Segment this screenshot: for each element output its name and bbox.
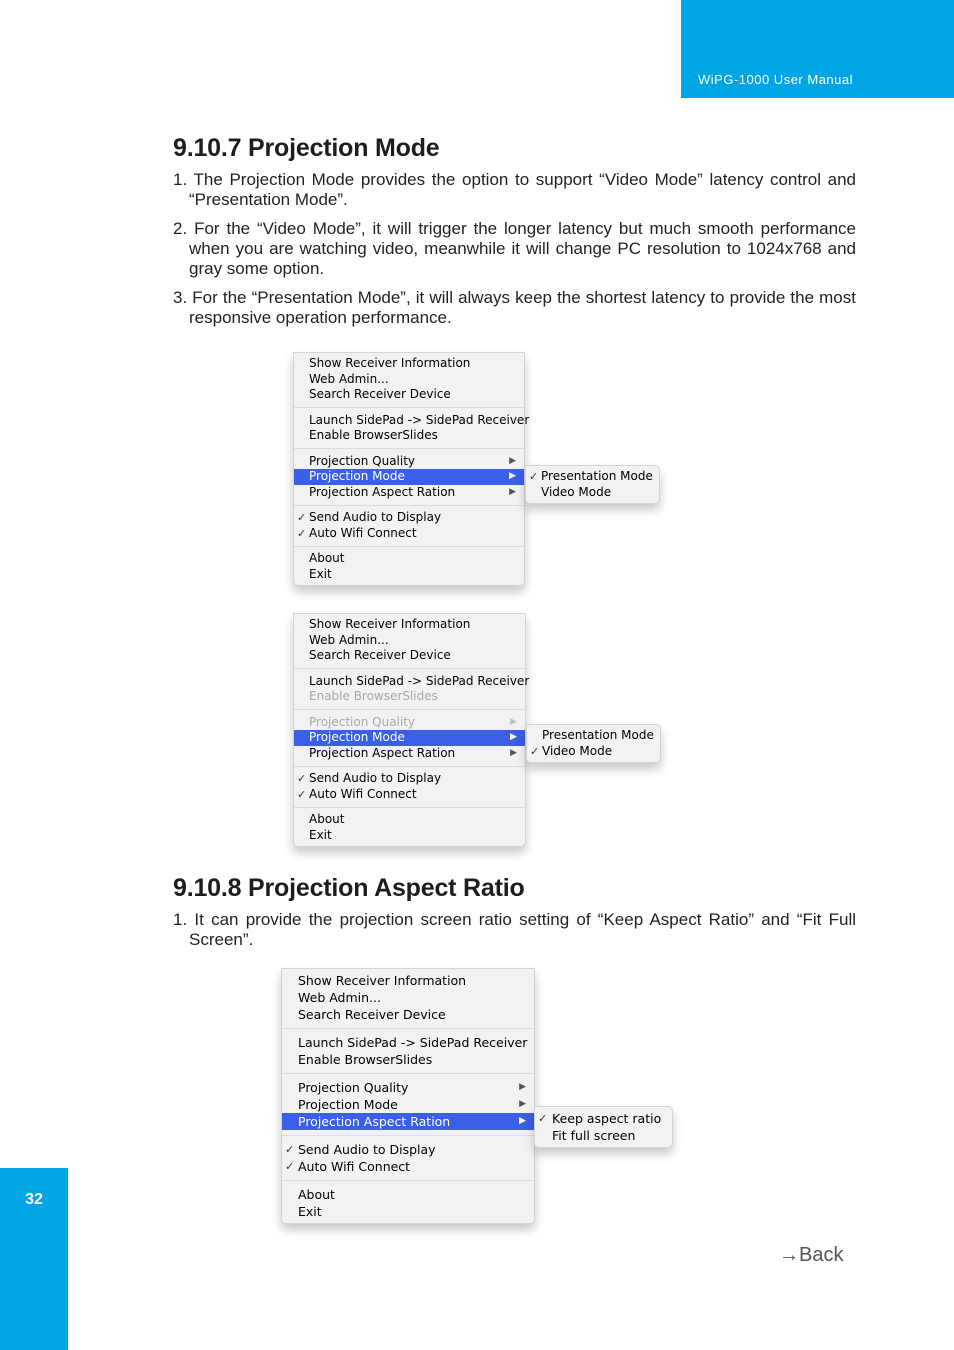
- submenu-projection-mode: [526, 724, 661, 763]
- submenu-arrow-icon: ▶: [510, 747, 517, 758]
- checkmark-icon: ✓: [297, 787, 307, 801]
- menu-item-launch-sidepad[interactable]: [294, 673, 530, 690]
- menu-item-label: Projection Mode: [309, 730, 405, 744]
- menu-item-label: About: [309, 812, 345, 826]
- submenu-arrow-icon: ▶: [519, 1099, 526, 1109]
- menu-item-web-admin[interactable]: [294, 372, 524, 388]
- menu-item-send-audio[interactable]: [294, 510, 524, 526]
- submenu-item-video-mode[interactable]: [527, 744, 660, 760]
- menu-separator: [294, 407, 524, 408]
- context-menu: [293, 613, 530, 847]
- menu-item-label: Presentation Mode: [541, 469, 653, 483]
- paragraph-3: 3. For the “Presentation Mode”, it will always keep the shortest latency to provide the most responsive operation performance.: [173, 288, 856, 327]
- menu-item-projection-aspect[interactable]: [294, 746, 525, 762]
- menu-item-label: Web Admin...: [309, 371, 389, 386]
- menu-item-exit[interactable]: [294, 828, 525, 844]
- submenu-item-fit-full-screen[interactable]: [535, 1127, 672, 1144]
- menu-item-show-receiver-info[interactable]: [294, 617, 525, 633]
- menu-item-label: Projection Aspect Ration: [309, 484, 456, 499]
- menu-item-label: Keep aspect ratio: [552, 1111, 662, 1126]
- menu-item-about[interactable]: [294, 551, 524, 567]
- menu-item-label: Projection Aspect Ration: [309, 745, 456, 760]
- submenu-item-presentation-mode[interactable]: [527, 728, 660, 744]
- menu-item-label: Send Audio to Display: [309, 771, 442, 785]
- menu-item-label: Send Audio to Display: [309, 510, 442, 524]
- menu-item-label: Projection Aspect Ration: [298, 1114, 451, 1129]
- menu-item-label: Show Receiver Information: [309, 356, 471, 370]
- menu-separator: [294, 668, 525, 669]
- paragraph-2: 2. For the “Video Mode”, it will trigger the longer latency but much smooth performance when you are watching video, meanwhile it will change PC resolution to 1024x768 and gray some option.: [173, 219, 856, 278]
- menu-item-label: About: [298, 1187, 335, 1202]
- menu-item-label: Enable BrowserSlides: [309, 428, 438, 442]
- paragraph-aspect: 1. It can provide the projection screen ratio setting of “Keep Aspect Ratio” and “Fit Full Screen”.: [173, 910, 856, 949]
- menu-item-label: Send Audio to Display: [298, 1142, 436, 1157]
- submenu-arrow-icon: ▶: [509, 455, 516, 466]
- menu-separator: [294, 505, 524, 506]
- menu-separator: [294, 766, 525, 767]
- menu-item-auto-wifi[interactable]: [294, 787, 525, 803]
- menu-item-label: Presentation Mode: [542, 728, 654, 742]
- checkmark-icon: ✓: [538, 1112, 548, 1125]
- menu-item-projection-aspect[interactable]: [294, 485, 524, 501]
- menu-item-label: Exit: [309, 827, 332, 842]
- menu-item-projection-aspect[interactable]: [282, 1113, 534, 1130]
- menu-item-launch-sidepad[interactable]: [282, 1034, 534, 1051]
- section-heading-projection-mode: 9.10.7 Projection Mode: [173, 134, 440, 162]
- manual-title: WiPG-1000 User Manual: [698, 72, 853, 87]
- submenu-arrow-icon: ▶: [519, 1082, 526, 1092]
- checkmark-icon: ✓: [297, 511, 307, 524]
- checkmark-icon: ✓: [297, 526, 307, 540]
- menu-item-projection-mode[interactable]: [294, 469, 524, 485]
- checkmark-icon: ✓: [285, 1160, 295, 1173]
- menu-item-label: Auto Wifi Connect: [309, 525, 417, 540]
- menu-item-label: Show Receiver Information: [298, 973, 467, 988]
- menu-item-label: Projection Mode: [309, 469, 405, 483]
- menu-item-projection-quality-disabled: [294, 715, 525, 731]
- menu-item-label: Projection Quality: [309, 714, 416, 729]
- section-heading-projection-aspect-ratio: 9.10.8 Projection Aspect Ratio: [173, 874, 525, 902]
- submenu-arrow-icon: ▶: [510, 716, 517, 727]
- menu-item-label: Projection Quality: [309, 453, 416, 468]
- menu-item-label: Search Receiver Device: [309, 648, 451, 662]
- menu-item-projection-mode[interactable]: [294, 730, 525, 746]
- submenu-arrow-icon: ▶: [509, 471, 516, 481]
- menu-separator: [294, 546, 524, 547]
- menu-item-show-receiver-info[interactable]: [282, 972, 534, 989]
- menu-item-about[interactable]: [282, 1186, 534, 1203]
- menu-separator: [294, 448, 524, 449]
- menu-item-label: Exit: [298, 1204, 322, 1219]
- menu-item-auto-wifi[interactable]: [294, 526, 524, 542]
- menu-item-send-audio[interactable]: [282, 1141, 534, 1158]
- menu-item-label: Show Receiver Information: [309, 617, 471, 631]
- menu-item-enable-browserslides[interactable]: [294, 428, 524, 444]
- checkmark-icon: ✓: [529, 470, 539, 483]
- menu-item-about[interactable]: [294, 812, 525, 828]
- back-link[interactable]: →Back: [779, 1244, 844, 1266]
- submenu-item-presentation-mode[interactable]: [526, 469, 659, 485]
- menu-item-label: Fit full screen: [552, 1128, 636, 1143]
- menu-separator: [294, 807, 525, 808]
- paragraph-1: 1. The Projection Mode provides the option to support “Video Mode” latency control and “Presentation Mode”.: [173, 170, 856, 209]
- submenu-arrow-icon: ▶: [510, 732, 517, 742]
- menu-item-label: Search Receiver Device: [298, 1007, 446, 1022]
- menu-item-label: Web Admin...: [298, 990, 381, 1005]
- checkmark-icon: ✓: [297, 772, 307, 785]
- menu-item-label: Web Admin...: [309, 632, 389, 647]
- menu-item-projection-quality[interactable]: [294, 454, 524, 470]
- menu-item-search-receiver[interactable]: [282, 1006, 534, 1023]
- menu-item-exit[interactable]: [294, 567, 524, 583]
- menu-item-enable-browserslides[interactable]: [282, 1051, 534, 1068]
- menu-item-label: Enable BrowserSlides: [309, 689, 438, 703]
- context-menu: [293, 352, 530, 586]
- menu-separator: [282, 1073, 534, 1074]
- menu-item-label: Launch SidePad -> SidePad Receiver: [309, 412, 530, 427]
- menu-item-label: Auto Wifi Connect: [309, 786, 417, 801]
- menu-separator: [282, 1028, 534, 1029]
- menu-item-search-receiver[interactable]: [294, 387, 524, 403]
- menu-item-label: Launch SidePad -> SidePad Receiver: [309, 673, 530, 688]
- menu-item-search-receiver[interactable]: [294, 648, 525, 664]
- menu-item-show-receiver-info[interactable]: [294, 356, 524, 372]
- checkmark-icon: ✓: [530, 744, 540, 758]
- menu-item-web-admin[interactable]: [294, 633, 525, 649]
- menu-item-label: Exit: [309, 566, 332, 581]
- submenu-arrow-icon: ▶: [519, 1116, 526, 1126]
- menu-item-label: Video Mode: [541, 484, 612, 499]
- checkmark-icon: ✓: [285, 1143, 295, 1156]
- menu-item-label: Video Mode: [542, 743, 613, 758]
- menu-item-auto-wifi[interactable]: [282, 1158, 534, 1175]
- menu-separator: [294, 709, 525, 710]
- menu-item-label: Projection Mode: [298, 1097, 398, 1112]
- submenu-projection-mode: [525, 465, 660, 504]
- submenu-aspect-ratio: [534, 1106, 673, 1148]
- menu-item-send-audio[interactable]: [294, 771, 525, 787]
- menu-item-label: About: [309, 551, 345, 565]
- menu-item-label: Launch SidePad -> SidePad Receiver: [298, 1035, 528, 1050]
- menu-separator: [282, 1135, 534, 1136]
- menu-item-label: Search Receiver Device: [309, 387, 451, 401]
- menu-item-enable-browserslides-disabled: [294, 689, 525, 705]
- submenu-item-keep-aspect-ratio[interactable]: [535, 1110, 672, 1127]
- submenu-arrow-icon: ▶: [509, 486, 516, 497]
- menu-item-label: Auto Wifi Connect: [298, 1159, 411, 1174]
- menu-item-launch-sidepad[interactable]: [294, 412, 530, 429]
- context-menu: [281, 968, 535, 1224]
- menu-item-label: Enable BrowserSlides: [298, 1052, 433, 1067]
- menu-item-label: Projection Quality: [298, 1080, 409, 1095]
- page-number: 32: [25, 1191, 43, 1208]
- menu-item-projection-mode[interactable]: [282, 1096, 534, 1113]
- menu-item-exit[interactable]: [282, 1203, 534, 1220]
- menu-separator: [282, 1180, 534, 1181]
- menu-item-web-admin[interactable]: [282, 989, 534, 1006]
- menu-item-projection-quality[interactable]: [282, 1079, 534, 1096]
- submenu-item-video-mode[interactable]: [526, 485, 659, 501]
